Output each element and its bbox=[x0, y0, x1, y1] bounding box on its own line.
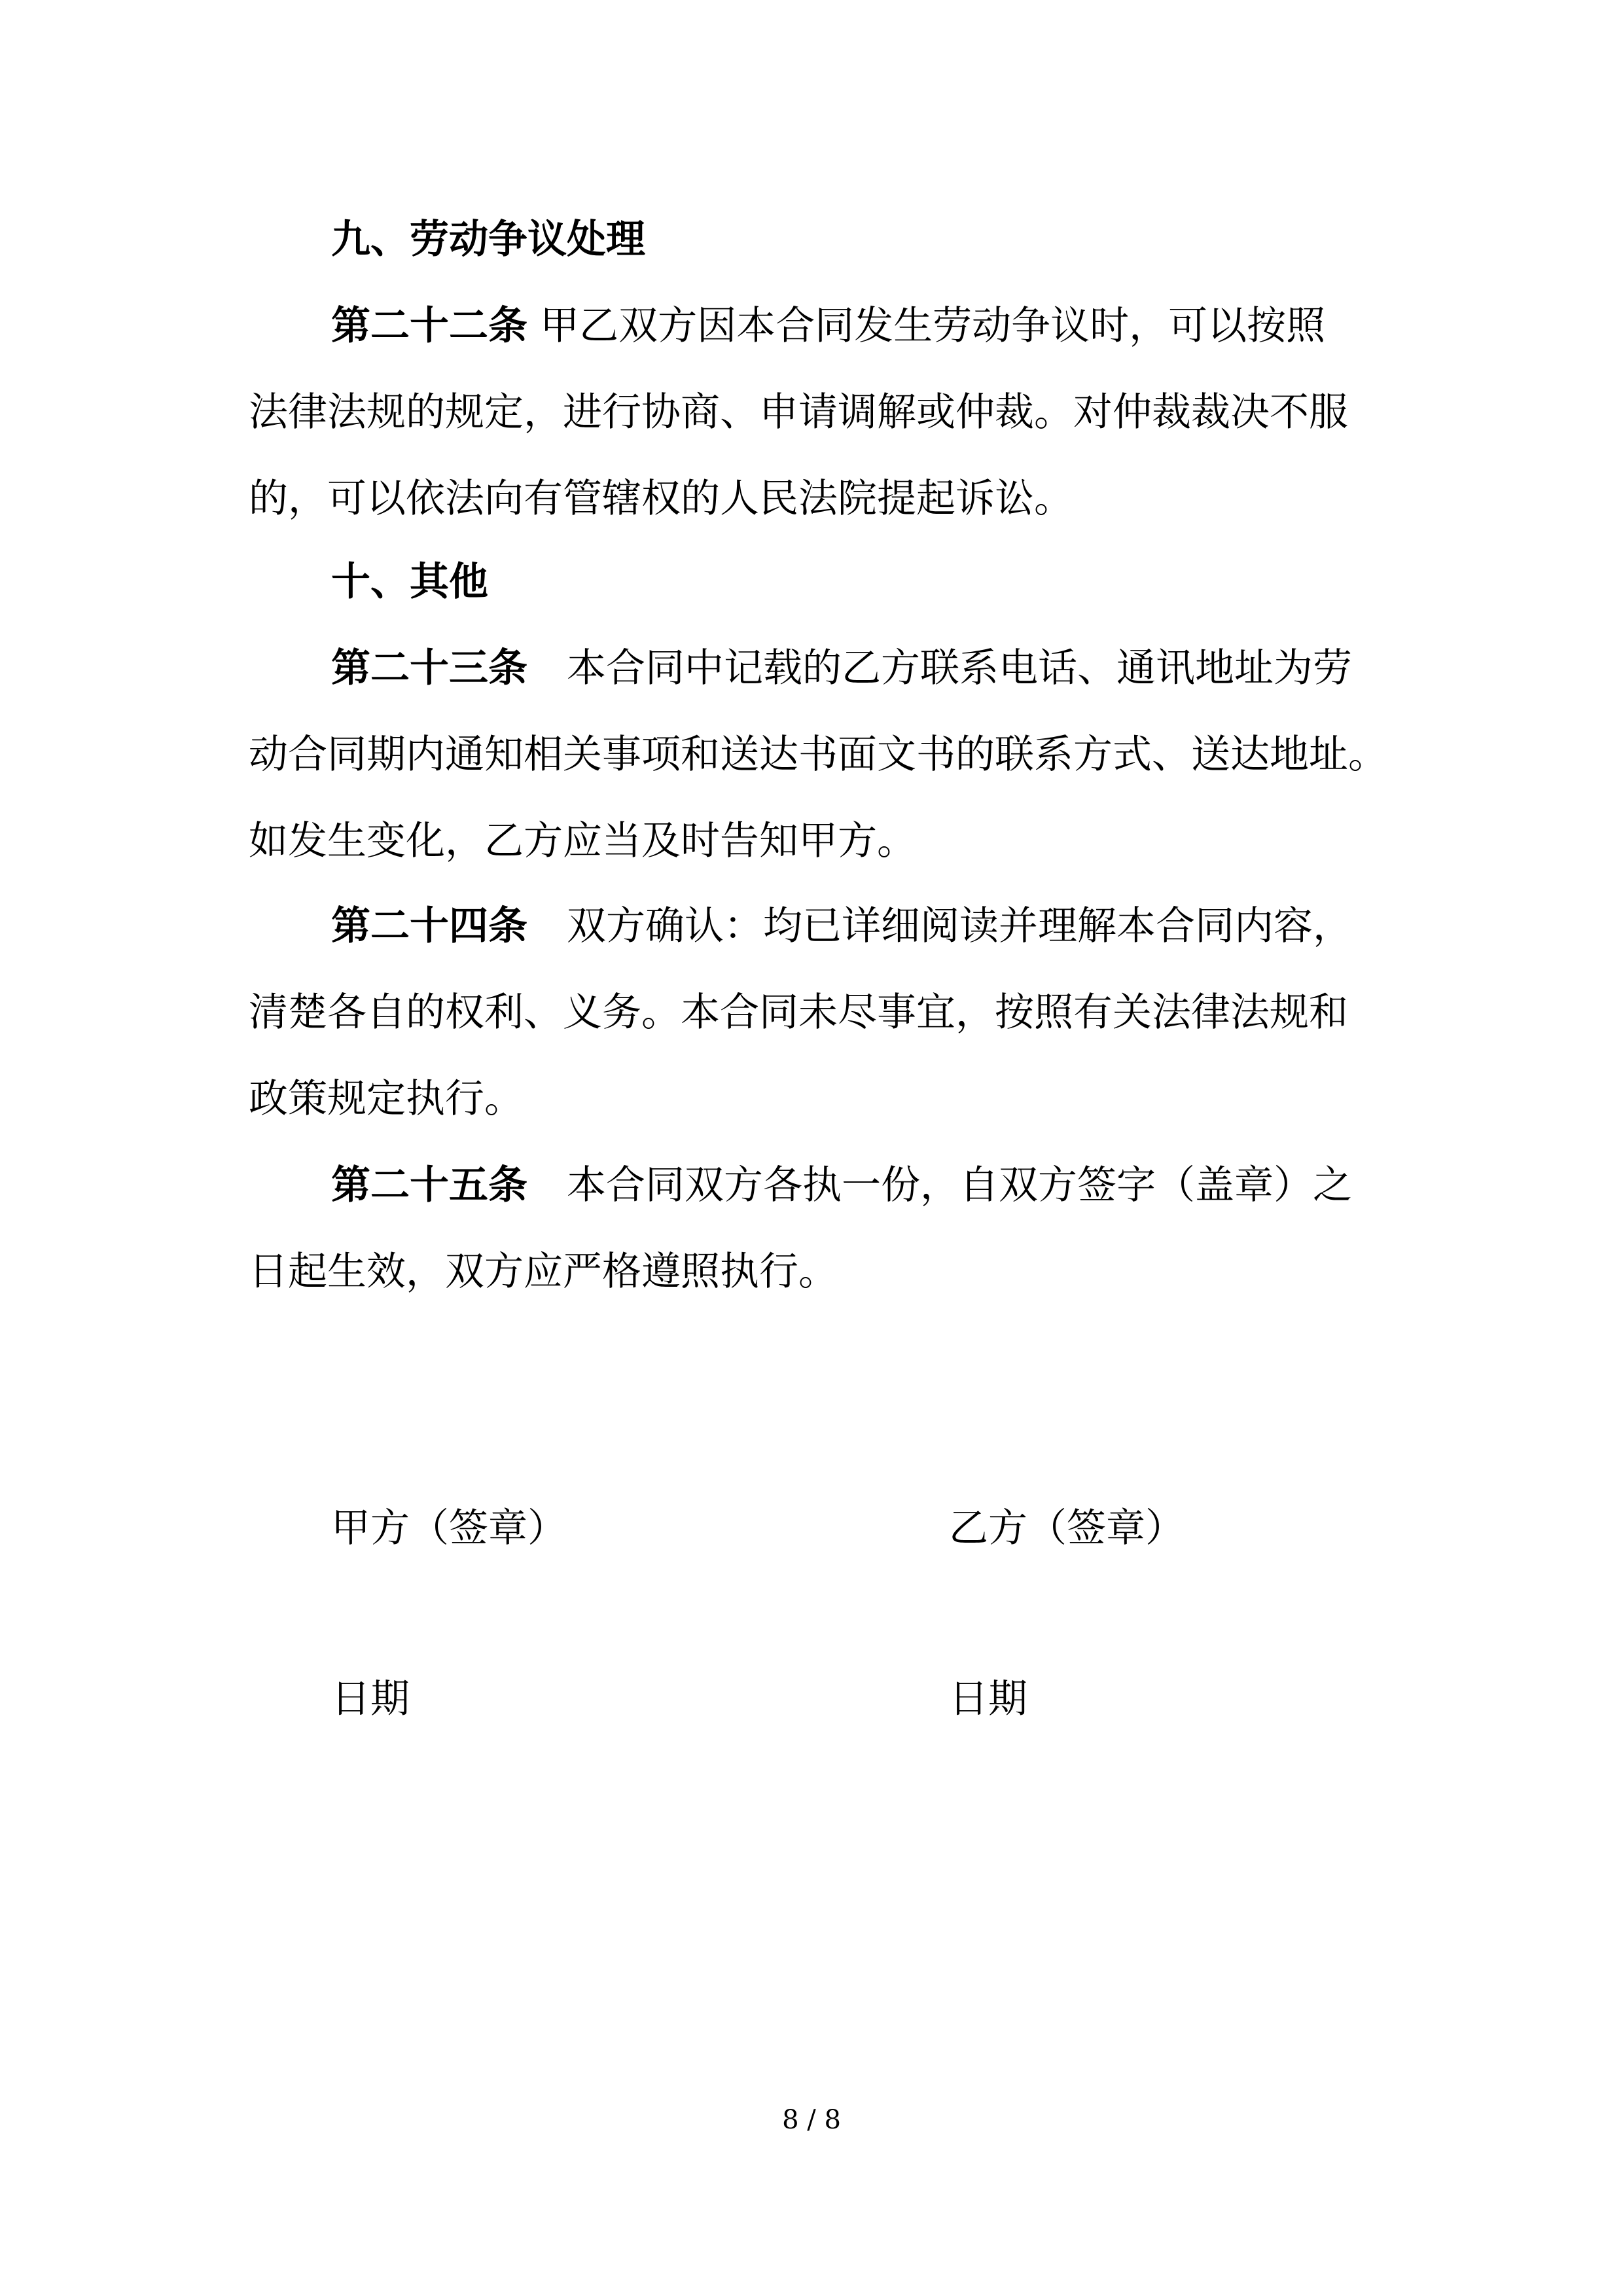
article-25-line-1 bbox=[331, 1162, 1352, 1209]
party-b-date-label: 日期 bbox=[949, 1676, 1027, 1722]
article-24-text-1: 双方确认：均已详细阅读并理解本合同内容， bbox=[527, 903, 1352, 949]
article-25-number: 第二十五条 bbox=[331, 1162, 527, 1208]
article-23-line-2: 动合同期内通知相关事项和送达书面文书的联系方式、送达地址。 bbox=[249, 732, 1387, 778]
page-number: 8 / 8 bbox=[782, 2105, 841, 2135]
article-22-text-1: 甲乙双方因本合同发生劳动争议时，可以按照 bbox=[527, 303, 1326, 349]
article-22-line-2: 法律法规的规定，进行协商、申请调解或仲裁。对仲裁裁决不服 bbox=[249, 389, 1348, 435]
article-22-number: 第二十二条 bbox=[331, 303, 527, 349]
article-24-line-2: 清楚各自的权利、义务。本合同未尽事宜，按照有关法律法规和 bbox=[249, 990, 1348, 1035]
article-24-number: 第二十四条 bbox=[331, 903, 527, 949]
party-a-date-label: 日期 bbox=[331, 1676, 410, 1722]
article-22-line-3: 的，可以依法向有管辖权的人民法院提起诉讼。 bbox=[249, 476, 1073, 522]
party-b-signature-label: 乙方（签章） bbox=[949, 1505, 1185, 1551]
section-heading-labor-dispute: 九、劳动争议处理 bbox=[331, 217, 645, 262]
article-23-line-1 bbox=[331, 645, 1352, 692]
article-23-line-3: 如发生变化，乙方应当及时告知甲方。 bbox=[249, 818, 916, 864]
article-25-text-1: 本合同双方各执一份，自双方签字（盖章）之 bbox=[527, 1162, 1352, 1208]
article-23-number: 第二十三条 bbox=[331, 645, 527, 691]
article-22-line-1 bbox=[331, 302, 1325, 350]
article-24-line-3: 政策规定执行。 bbox=[249, 1076, 524, 1122]
article-23-text-1: 本合同中记载的乙方联系电话、通讯地址为劳 bbox=[527, 645, 1352, 691]
party-a-signature-label: 甲方（签章） bbox=[331, 1505, 567, 1551]
section-heading-other: 十、其他 bbox=[331, 559, 488, 605]
article-24-line-1 bbox=[331, 903, 1352, 950]
article-25-line-2: 日起生效，双方应严格遵照执行。 bbox=[249, 1249, 838, 1295]
